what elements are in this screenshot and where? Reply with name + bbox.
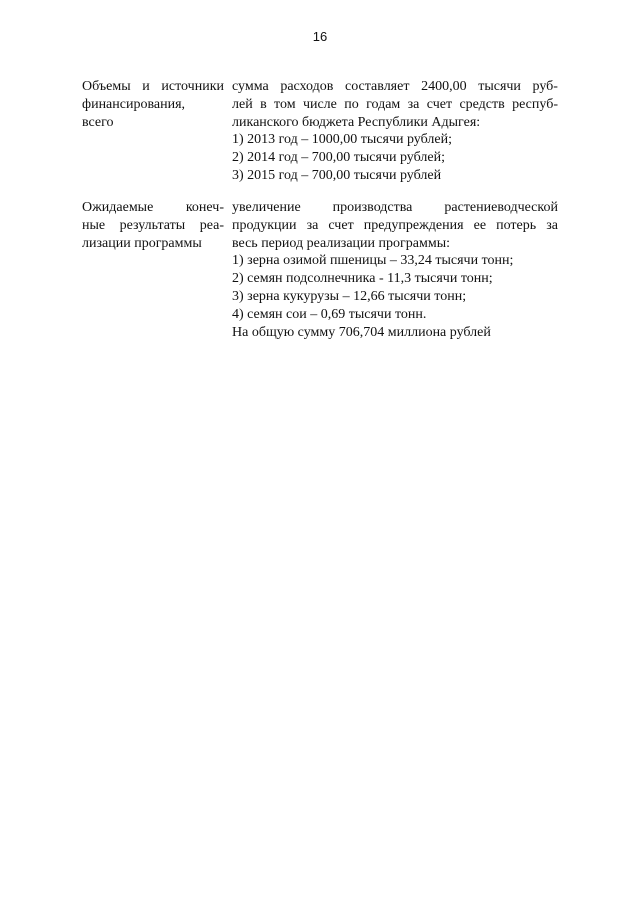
- financing-year-item: 2) 2014 год – 700,00 тысячи рублей;: [232, 150, 445, 166]
- word: ные: [82, 217, 106, 233]
- page-number: 16: [312, 29, 328, 44]
- word: по: [344, 96, 359, 112]
- results-list-item: 4) семян сои – 0,69 тысячи тонн.: [232, 306, 427, 322]
- word: за: [546, 217, 558, 233]
- results-text: [232, 199, 558, 341]
- results-text-line: [232, 199, 558, 217]
- word: реа-: [199, 217, 224, 233]
- word: увеличение: [232, 200, 301, 215]
- financing-text-line: [232, 96, 558, 114]
- results-list-item: 3) зерна кукурузы – 12,66 тысячи тонн;: [232, 288, 467, 304]
- word: и: [142, 79, 150, 94]
- word: сумма: [232, 79, 269, 94]
- financing-label-line: всего: [82, 114, 114, 130]
- word: растениеводческой: [444, 200, 558, 215]
- financing-text-line: [232, 78, 558, 96]
- word: Объемы: [82, 79, 131, 94]
- word: продукции: [232, 217, 297, 233]
- results-label-line: лизации программы: [82, 235, 202, 251]
- word: за: [407, 96, 420, 112]
- results-list-item: 2) семян подсолнечника - 11,3 тысячи тонн;: [232, 271, 493, 287]
- word: предупреждения: [363, 217, 464, 233]
- financing-text: [232, 78, 558, 185]
- results-text-line: весь период реализации программы:: [232, 235, 450, 251]
- word: за: [306, 217, 319, 233]
- financing-label-line: [82, 78, 224, 96]
- word: расходов: [280, 79, 334, 94]
- word: счет: [328, 217, 354, 233]
- word: тысячи: [478, 79, 521, 94]
- results-text-line: [232, 217, 558, 235]
- word: респуб-: [512, 96, 558, 112]
- financing-label-line: финансирования,: [82, 96, 186, 112]
- word: 2400,00: [421, 79, 467, 94]
- financing-year-item: 1) 2013 год – 1000,00 тысячи рублей;: [232, 132, 452, 148]
- results-label: [82, 199, 224, 252]
- results-list-item: 1) зерна озимой пшеницы – 33,24 тысячи тонн;: [232, 253, 514, 269]
- results-total: На общую сумму 706,704 миллиона рублей: [232, 324, 491, 340]
- word: счет: [426, 96, 453, 112]
- word: числе: [302, 96, 337, 112]
- results-label-line: [82, 199, 224, 217]
- word: том: [274, 96, 296, 112]
- word: ее: [473, 217, 487, 233]
- financing-year-item: 3) 2015 год – 700,00 тысячи рублей: [232, 167, 442, 183]
- word: годам: [366, 96, 401, 112]
- word: средств: [459, 96, 505, 112]
- word: Ожидаемые: [82, 200, 154, 215]
- word: производства: [332, 200, 413, 215]
- word: источники: [161, 79, 224, 94]
- word: в: [260, 96, 267, 112]
- word: руб-: [532, 79, 558, 94]
- word: потерь: [496, 217, 537, 233]
- word: результаты: [119, 217, 186, 233]
- financing-text-line: ликанского бюджета Республики Адыгея:: [232, 114, 481, 130]
- word: конеч-: [185, 200, 224, 215]
- financing-label: [82, 78, 224, 131]
- results-label-line: [82, 217, 224, 235]
- word: лей: [232, 96, 253, 112]
- word: составляет: [344, 79, 410, 94]
